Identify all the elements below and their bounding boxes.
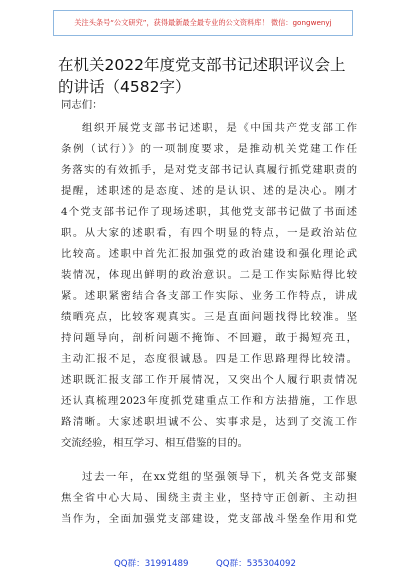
paragraph-2: [61, 467, 357, 530]
text-line: 交流经验，相互学习、相互借鉴的目的。: [61, 437, 249, 449]
text-line: 主动汇报不足，态度很诚恳。四是工作思路理得比较清。: [61, 353, 357, 365]
paragraph-1: [61, 118, 357, 454]
qq-group-1: QQ群：31991489: [114, 559, 189, 569]
text-line: 还认真梳理2023年度抓党建重点工作和方法措施，工作思: [61, 395, 357, 407]
text-line: 路清晰。大家述职坦诚不公、实事求是，达到了交流工作: [61, 416, 357, 428]
text-line: 焦全省中心大局、围绕主责主业，坚持守正创新、主动担: [61, 492, 357, 504]
text-line: 紧。述职紧密结合各支部工作实际、业务工作特点，讲成: [61, 290, 357, 302]
text-line: 比较高。述职中首先汇报加强党的政治建设和强化理论武: [61, 248, 357, 260]
text-line: 4个党支部书记作了现场述职，其他党支部书记做了书面述: [61, 206, 357, 218]
promo-banner: 关注头条号“公文研究”，获得最新最全最专业的公文资料库！ 微信：gongwenyj: [53, 10, 353, 36]
text-line: 组织开展党支部书记述职，是《中国共产党支部工作: [82, 122, 357, 134]
title-line: 的讲话（4582字）: [58, 78, 191, 96]
qq-group-2: QQ群：535304092: [216, 559, 296, 569]
text-line: 提醒，述职述的是态度、述的是认识、述的是决心。刚才: [61, 185, 357, 197]
text-line: 职。从大家的述职看，有四个明显的特点，一是政治站位: [61, 227, 357, 239]
text-line: 持问题导向，剖析问题不掩饰、不回避，敢于揭短亮丑，: [61, 332, 357, 344]
title-line: 在机关2022年度党支部书记述职评议会上: [58, 56, 346, 74]
text-line: 务落实的有效抓手，是对党支部书记认真履行抓党建职责的: [61, 164, 357, 176]
text-line: 当作为，全面加强党支部建设，党支部战斗堡垒作用和党: [61, 513, 357, 525]
text-line: 绩晒亮点，比较客观真实。三是直面问题找得比较准。坚: [61, 311, 357, 323]
text-line: 述职既汇报支部工作开展情况，又突出个人履行职责情况: [61, 374, 357, 386]
text-line: 装情况，体现出鲜明的政治意识。二是工作实际贴得比较: [61, 269, 357, 281]
text-line: 过去一年，在xx党组的坚强领导下，机关各党支部聚: [82, 471, 357, 483]
salutation: 同志们：: [61, 99, 103, 111]
text-line: 条例（试行）》的一项制度要求，是推动机关党建工作任: [61, 143, 357, 155]
document-title: [58, 54, 358, 98]
